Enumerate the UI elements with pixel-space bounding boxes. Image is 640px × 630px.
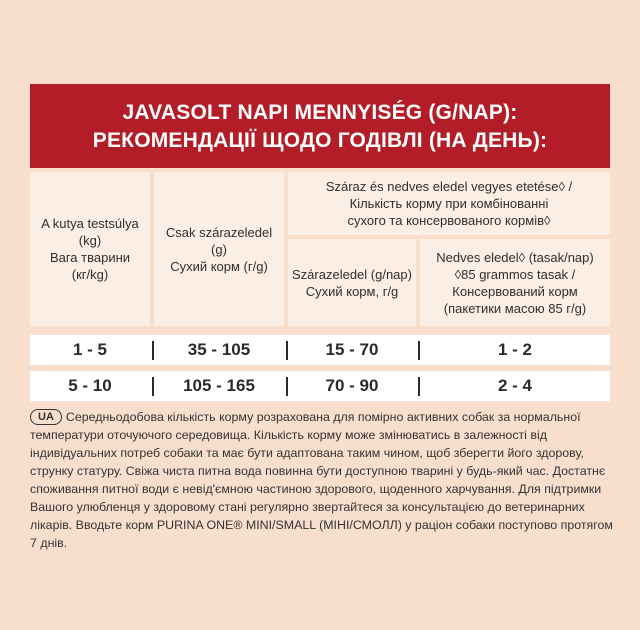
column-header-dry-only xyxy=(154,172,284,326)
column-header-dry-only-hu: Csak szárazeledel (g) xyxy=(165,224,273,257)
row-mixed-dry-value: 70 - 90 xyxy=(325,376,379,395)
feeding-table-title xyxy=(30,84,610,168)
column-header-weight-hu: A kutya testsúlya (kg) xyxy=(41,216,139,248)
title-hungarian: JAVASOLT NAPI MENNYISÉG (G/NAP): xyxy=(122,101,518,124)
language-badge-ua: UA xyxy=(30,409,62,425)
table-row xyxy=(30,335,610,365)
column-group-mixed-line1: Száraz és nedves eledel vegyes etetése◊ / xyxy=(325,179,573,194)
table-row xyxy=(30,371,610,401)
column-header-weight-ua: Вага тварини (кг/kg) xyxy=(49,250,131,282)
row-dry-only-value: 35 - 105 xyxy=(187,340,251,359)
column-header-mixed-dry-ua: Сухий корм, г/g xyxy=(305,283,399,299)
column-header-mixed-wet-line1: Nedves eledel◊ (tasak/nap) xyxy=(436,249,594,265)
row-weight-value: 1 - 5 xyxy=(72,340,108,359)
row-weight-value: 5 - 10 xyxy=(68,376,112,395)
column-group-mixed-line2: Кількість корму при комбінованні xyxy=(349,196,549,211)
column-header-weight xyxy=(30,172,150,326)
title-ukrainian: РЕКОМЕНДАЦІЇ ЩОДО ГОДІВЛІ (НА ДЕНЬ): xyxy=(92,129,548,152)
column-header-mixed-wet-line3: Консервований корм xyxy=(452,283,578,299)
feeding-footnote xyxy=(30,408,614,552)
column-header-dry-only-ua: Сухий корм (г/g) xyxy=(170,258,268,274)
row-mixed-wet-value: 1 - 2 xyxy=(497,340,533,359)
row-mixed-wet-value: 2 - 4 xyxy=(497,376,533,395)
footnote-text: Середньодобова кількість корму розрахована для помірно активних собак за нормальної температури оточуючого середовища. Кількість корму може змінюватись в залежності від індивідуальних потреб собаки та має бути адаптована таким чином, щоб зберегти його здорову, струнку статуру. Свіжа чиста питна вода повинна бути доступною тварині у будь-який час. Достатнє споживання питної води є невід'ємною частиною здорового, щоденного харчування. Для підтримки Вашого улюбленця у здоровому стані регулярно звертайтеся за консультацією до ветеринарних лікарів. Вводьте корм PURINA ONE® MINI/SMALL (МІНІ/СМОЛЛ) у раціон собаки поступово протягом 7 днів. xyxy=(30,410,613,550)
row-mixed-dry-value: 15 - 70 xyxy=(325,340,379,359)
column-header-mixed-wet-line2: ◊85 grammos tasak / xyxy=(454,266,576,282)
column-header-mixed-wet-line4: (пакетики масою 85 г/g) xyxy=(443,300,587,316)
column-header-mixed-dry-hu: Szárazeledel (g/nap) xyxy=(292,266,412,282)
column-group-mixed-line3: сухого та консервованого кормів◊ xyxy=(347,213,551,228)
column-header-mixed-dry xyxy=(288,239,416,326)
column-group-header-mixed xyxy=(288,172,610,235)
row-dry-only-value: 105 - 165 xyxy=(183,376,255,395)
column-header-mixed-wet xyxy=(420,239,610,326)
